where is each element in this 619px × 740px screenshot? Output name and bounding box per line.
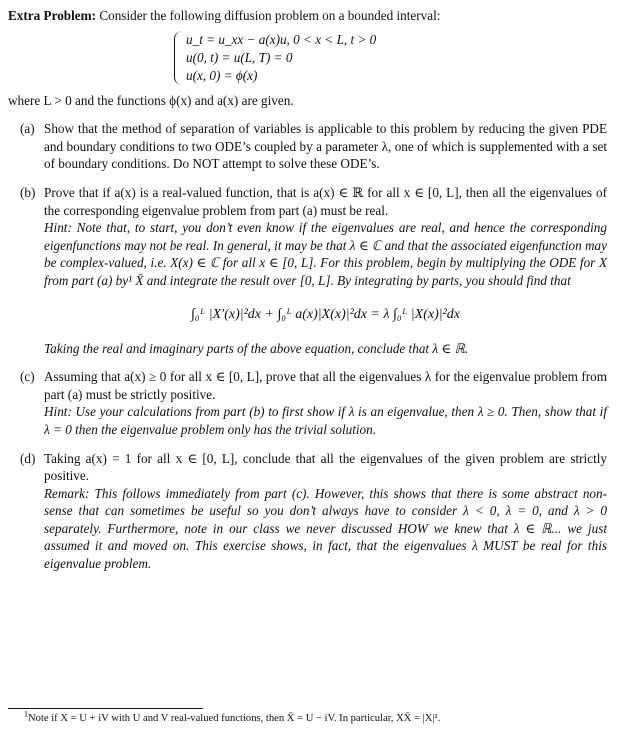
pde-equation: u_t = u_xx − a(x)u, 0 < x < L, t > 0 xyxy=(186,31,377,47)
problem-heading: Extra Problem: xyxy=(8,8,97,23)
boundary-conditions: u(0, t) = u(L, T) = 0 xyxy=(186,49,293,65)
left-brace xyxy=(174,31,183,85)
problem-intro xyxy=(8,7,607,25)
part-b-conclusion: Taking the real and imaginary parts of the above equation, conclude that λ ∈ ℝ. xyxy=(44,340,469,356)
problem-intro-text: Consider the following diffusion problem on a bounded interval: xyxy=(96,8,441,23)
part-a-text: Show that the method of separation of variables is applicable to this problem by reducing the given PDE and boundary conditions to two ODE’s coupled by a parameter λ, one of which is supplemented with a set of boundary conditions. Do NOT attempt to solve these ODE’s. xyxy=(44,121,607,172)
part-d xyxy=(8,450,607,573)
integral-identity: ∫₀ᴸ |X′(x)|²dx + ∫₀ᴸ a(x)|X(x)|²dx = λ ∫₀ᴸ |X(x)|²dx xyxy=(190,306,461,322)
part-b-hint: Hint: Note that, to start, you don’t even know if the eigenvalues are real, and hence the corresponding eigenfunctions may not be real. In general, it may be that λ ∈ ℂ and that the associated eigenfunction may be complex-valued, i.e. X(x) ∈ ℂ for all x ∈ [0, L]. For this problem, begin by multiplying the ODE for X from part (a) by¹ X̄ and integrate the result over [0, L]. By integrating by parts, you should find that xyxy=(44,220,607,288)
footnote-rule xyxy=(8,708,203,709)
footnote-mark: 1 xyxy=(24,709,28,719)
part-b-text: Prove that if a(x) is a real-valued function, that is a(x) ∈ ℝ for all x ∈ [0, L], then all the eigenvalues of the corresponding eigenvalue problem from part (a) must be real. xyxy=(44,184,607,218)
part-c-text: Assuming that a(x) ≥ 0 for all x ∈ [0, L], prove that all the eigenvalues λ for the eigenvalue problem from part (a) must be strictly positive. xyxy=(44,369,607,402)
part-b xyxy=(8,184,607,357)
part-c-label: (c) xyxy=(20,369,35,385)
part-b-label: (b) xyxy=(20,184,36,200)
footnote-text: Note if X = U + iV with U and V real-valued functions, then X̄ = U − iV. In particular, XX̄ = |X|². xyxy=(28,713,441,724)
footnote xyxy=(24,709,441,726)
part-d-text: Taking a(x) = 1 for all x ∈ [0, L], conclude that all the eigenvalues of the given problem are strictly positive. xyxy=(44,450,607,484)
part-c xyxy=(8,368,607,438)
part-d-remark: Remark: This follows immediately from part (c). However, this shows that there is some abstract non-sense that can sometimes be useful so you don’t always have to consider λ < 0, λ = 0, and λ > 0 separately. Furthermore, note in our class we never discussed HOW we knew that λ ∈ ℝ... we just assumed it and moved on. This exercise shows, in fact, that the eigenvalues λ MUST be real for this eigenvalue problem. xyxy=(44,485,607,572)
pde-system xyxy=(174,31,607,85)
part-d-label: (d) xyxy=(20,450,36,466)
initial-condition: u(x, 0) = ϕ(x) xyxy=(186,67,258,83)
where-clause: where L > 0 and the functions ϕ(x) and a(x) are given. xyxy=(8,92,294,108)
part-a xyxy=(8,120,607,173)
part-a-label: (a) xyxy=(20,121,35,137)
part-c-hint: Hint: Use your calculations from part (b) to first show if λ is an eigenvalue, then λ ≥ 0. Then, show that if λ = 0 then the eigenvalue problem only has the trivial solution. xyxy=(44,404,607,437)
